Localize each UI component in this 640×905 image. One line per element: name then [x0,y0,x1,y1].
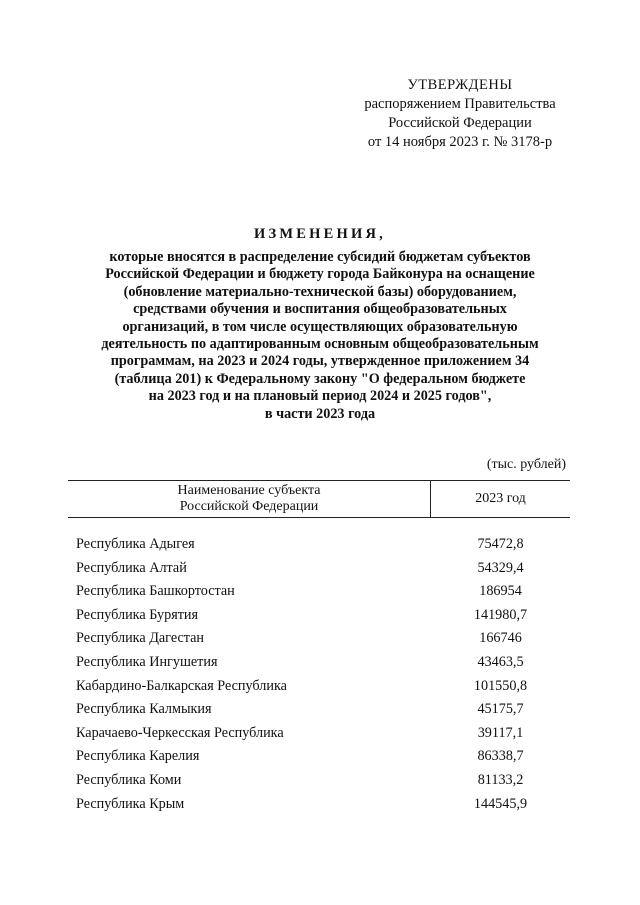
approval-title: УТВЕРЖДЕНЫ [407,77,513,93]
table-row [76,580,570,604]
region-name: Республика Калмыкия [76,701,212,718]
subtitle-line: (таблица 201) к Федеральному закону "О федеральном бюджете [114,370,526,387]
approval-date-line: от 14 ноября 2023 г. № 3178-р [367,134,553,150]
subsidy-value: 86338,7 [477,748,524,765]
table-row [76,722,570,746]
subtitle-line: (обновление материально-технической базы) оборудованием, [123,283,517,300]
table-row [76,793,570,817]
subtitle-line: Российской Федерации и бюджету города Байконура на оснащение [105,266,535,283]
subsidy-value: 75472,8 [477,536,524,552]
header-name-line: Наименование субъекта [177,483,321,498]
subsidy-value: 43463,5 [477,653,524,670]
table-body [76,533,570,816]
subtitle-line: организаций, в том числе осуществляющих образовательную [122,318,518,335]
region-name: Республика Адыгея [76,536,195,552]
table-row [76,745,570,769]
document-heading: ИЗМЕНЕНИЯ, [254,226,386,242]
header-year-column: 2023 год [475,491,526,506]
subtitle-line: на 2023 год и на плановый период 2024 и 2025 годов", [148,388,492,405]
subsidy-value: 81133,2 [477,771,524,788]
region-name: Республика Бурятия [76,606,199,623]
table-row [76,627,570,651]
region-name: Республика Карелия [76,748,200,765]
table-header [68,480,570,518]
subsidy-value: 186954 [479,583,522,600]
subsidy-value: 101550,8 [473,677,528,694]
region-name: Республика Ингушетия [76,653,218,670]
subtitle-line: которые вносятся в распределение субсидий бюджетам субъектов [109,249,531,265]
units-label: (тыс. рублей) [486,457,566,472]
subtitle-line: деятельность по адаптированным основным общеобразовательным [101,336,539,353]
subsidy-value: 39117,1 [477,724,524,741]
header-name-line: Российской Федерации [179,499,319,514]
subtitle-line: в части 2023 года [264,405,376,422]
subsidy-value: 166746 [479,630,522,647]
region-name: Кабардино-Балкарская Республика [76,677,287,694]
table-row [76,533,570,557]
approval-line: Российской Федерации [388,115,532,131]
region-name: Республика Башкортостан [76,583,235,600]
subtitle-line: программам, на 2023 и 2024 годы, утвержденное приложением 34 [110,353,530,370]
document-subtitle [62,249,578,423]
header-name-column [68,481,430,517]
subsidy-value: 141980,7 [473,606,528,623]
table-row [76,651,570,675]
table-row [76,769,570,793]
region-name: Республика Алтай [76,559,187,576]
subsidy-value: 144545,9 [473,795,528,812]
subtitle-line: средствами обучения и воспитания общеобразовательных [133,301,507,318]
subsidy-value: 45175,7 [477,701,524,718]
table-row [76,604,570,628]
region-name: Республика Крым [76,795,185,812]
region-name: Республика Дагестан [76,630,205,647]
region-name: Республика Коми [76,771,182,788]
approval-line: распоряжением Правительства [364,96,556,112]
region-name: Карачаево-Черкесская Республика [76,724,284,741]
approval-block [340,76,580,152]
subsidy-value: 54329,4 [477,559,524,576]
table-row [76,675,570,699]
table-row [76,557,570,581]
table-row [76,698,570,722]
